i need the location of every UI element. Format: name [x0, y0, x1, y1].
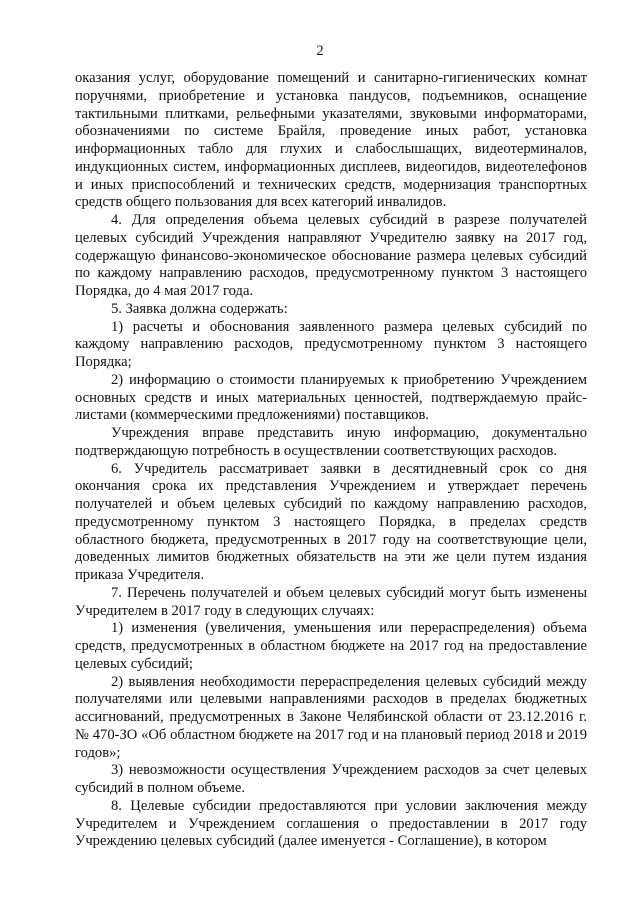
paragraph-item-6: 6. Учредитель рассматривает заявки в десятидневный срок со дня окончания срока их представления Учреждением и утверждает перечень получателей и объем целевых субсидий по каждому направлению расходов, предусмотренному пунктом 3 настоящего Порядка, в пределах средств областного бюджета, предусмотренных в 2017 году на соответствующие цели, доведенных лимитов бюджетных обязательств на эти же цели путем издания приказа Учредителя.	[75, 460, 587, 583]
document-body	[75, 70, 587, 851]
paragraph-item-4: 4. Для определения объема целевых субсидий в разрезе получателей целевых субсидий Учреждения направляют Учредителю заявку на 2017 год, содержащую финансово-экономическое обоснование размера целевых субсидий по каждому направлению расходов, предусмотренному пунктом 3 настоящего Порядка, до 4 мая 2017 года.	[75, 212, 587, 299]
paragraph-item-5-2: 2) информацию о стоимости планируемых к приобретению Учреждением основных средств и иных материальных ценностей, подтверждаемую прайс-листами (коммерческими предложениями) поставщиков.	[75, 371, 587, 424]
paragraph-item-5-1: 1) расчеты и обоснования заявленного размера целевых субсидий по каждому направлению расходов, предусмотренному пунктом 3 настоящего Порядка;	[75, 318, 587, 370]
paragraph-item-7-2: 2) выявления необходимости перераспределения целевых субсидий между получателями или целевыми направлениями расходов в пределах бюджетных ассигнований, предусмотренных в Законе Челябинской области от 23.12.2016 г. № 470-ЗО «Об областном бюджете на 2017 год и на плановый период 2018 и 2019 годов»;	[75, 673, 587, 761]
paragraph-item-8: 8. Целевые субсидии предоставляются при условии заключения между Учредителем и Учреждением соглашения о предоставлении в 2017 году Учреждению целевых субсидий (далее именуется - Соглашение), в котором	[75, 797, 587, 850]
page-number: 2	[316, 43, 324, 59]
paragraph-item-7: 7. Перечень получателей и объем целевых субсидий могут быть изменены Учредителем в 2017 году в следующих случаях:	[75, 584, 587, 619]
paragraph-item-7-3: 3) невозможности осуществления Учреждением расходов за счет целевых субсидий в полном объеме.	[75, 762, 587, 796]
paragraph-item-7-1: 1) изменения (увеличения, уменьшения или перераспределения) объема средств, предусмотренных в областном бюджете на 2017 год на предоставление целевых субсидий;	[75, 620, 587, 672]
paragraph-item-5-note: Учреждения вправе представить иную информацию, документально подтверждающую потребность в осуществлении соответствующих расходов.	[75, 425, 587, 459]
paragraph-item-5: 5. Заявка должна содержать:	[111, 300, 288, 317]
paragraph-continuation: оказания услуг, оборудование помещений и санитарно-гигиенических комнат поручнями, приобретение и установка пандусов, подъемников, оснащение тактильными плитками, рельефными указателями, звуковыми информаторами, обозначениями по системе Брайля, проведение иных работ, установка информационных табло для глухих и слабослышащих, видеотерминалов, индукционных систем, информационных дисплеев, видеогидов, видеотелефонов и иных приспособлений и технических средств, модернизация транспортных средств общего пользования для всех категорий инвалидов.	[75, 70, 587, 211]
